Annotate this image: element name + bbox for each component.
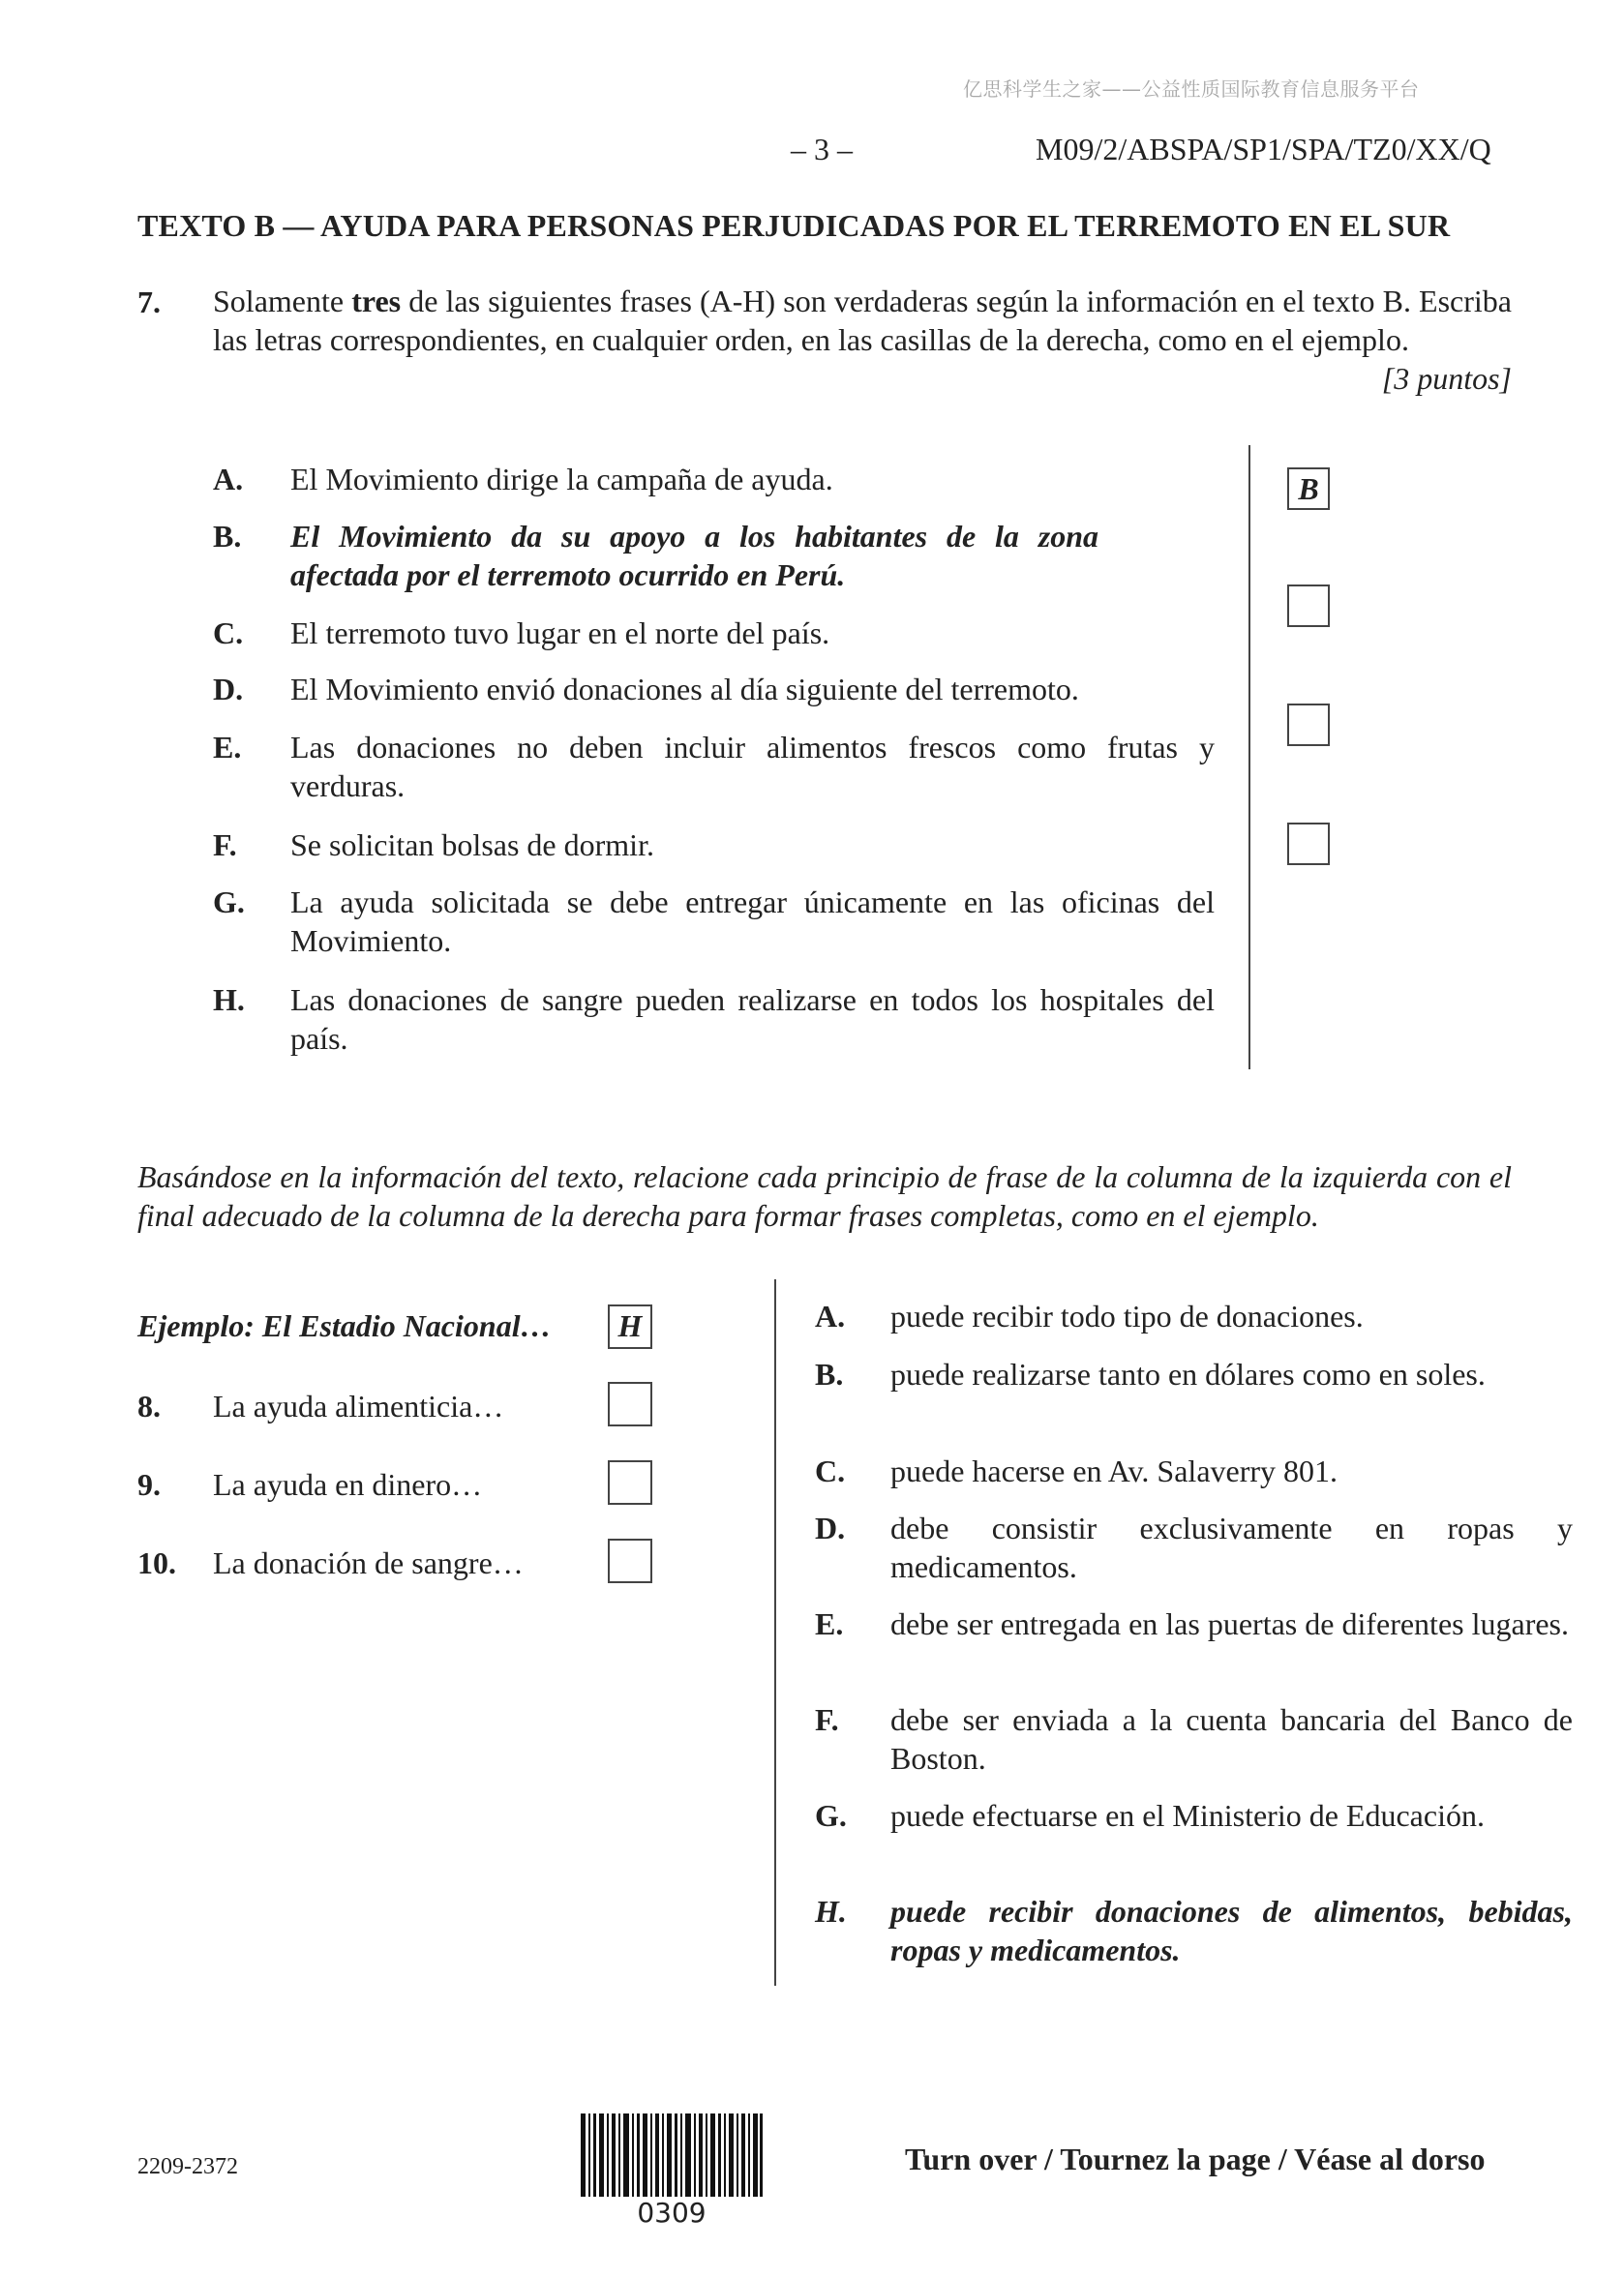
question-text-end: de las siguientes frases (A-H) son verdaderas según la información en el texto B. Escriba las letras correspondientes, en cualquier orden, en las casillas de la derecha, como en el ejemplo. [213,284,1513,357]
ending-letter: C. [815,1454,846,1488]
divider-line [1248,445,1250,1069]
answer-box-example: B [1287,467,1330,510]
answer-box-1[interactable] [1287,584,1330,627]
option-letter: B. [213,519,242,554]
option-text: Las donaciones de sangre pueden realizarse en todos los hospitales del país. [290,982,1215,1056]
stem-number: 9. [137,1467,161,1502]
ending-letter: H. [815,1894,847,1929]
answer-box-2[interactable] [1287,704,1330,746]
ending-text: debe consistir exclusivamente en ropas y medicamentos. [890,1511,1573,1584]
option-text: El Movimiento envió donaciones al día siguiente del terremoto. [290,672,1079,706]
ending-letter: G. [815,1798,847,1833]
answer-box-3[interactable] [1287,823,1330,865]
option-letter: D. [213,672,244,706]
stem-number: 10. [137,1545,176,1580]
option-letter: E. [213,730,242,764]
option-letter: H. [213,982,245,1017]
ending-text: puede realizarse tanto en dólares como en soles. [890,1357,1486,1392]
barcode [581,2113,763,2197]
question-marks: [3 puntos] [1381,361,1512,396]
ending-text: puede hacerse en Av. Salaverry 801. [890,1454,1338,1488]
stem-text: La ayuda en dinero… [213,1467,483,1502]
option-text: Se solicitan bolsas de dormir. [290,827,654,862]
ending-text: debe ser entregada en las puertas de diferentes lugares. [890,1606,1569,1641]
matching-divider-line [774,1279,776,1986]
page-number: – 3 – [791,132,853,166]
question-text-start: Solamente [213,284,352,318]
example-stem-text: Ejemplo: El Estadio Nacional… [137,1308,552,1343]
section-title: TEXTO B — AYUDA PARA PERSONAS PERJUDICADAS POR EL TERREMOTO EN EL SUR [137,208,1451,243]
ending-text: puede recibir donaciones de alimentos, bebidas, ropas y medicamentos. [890,1894,1573,1967]
answer-box-10[interactable] [608,1539,652,1583]
option-text: Las donaciones no deben incluir alimentos frescos como frutas y verduras. [290,730,1215,803]
example-stem [137,1306,552,1345]
turn-over-text: Turn over / Tournez la page / Véase al dorso [905,2142,1486,2176]
option-letter: G. [213,884,245,919]
ending-letter: E. [815,1606,844,1641]
option-text: El Movimiento dirige la campaña de ayuda. [290,462,833,496]
stem-number: 8. [137,1389,161,1424]
footer-code: 2209-2372 [137,2154,238,2179]
question-text [213,282,1512,359]
ending-letter: A. [815,1299,846,1334]
option-text: El Movimiento da su apoyo a los habitantes de la zona afectada por el terremoto ocurrido en Perú. [290,519,1098,592]
option-letter: F. [213,827,237,862]
matching-instruction: Basándose en la información del texto, relacione cada principio de frase de la columna de la izquierda con el final adecuado de la columna de la derecha para formar frases completas, como en el ejemplo. [137,1159,1512,1233]
ending-letter: D. [815,1511,846,1545]
option-letter: C. [213,615,244,650]
option-letter: A. [213,462,244,496]
watermark: 亿思科学生之家——公益性质国际教育信息服务平台 [963,77,1420,101]
ending-letter: F. [815,1702,839,1737]
stem-text: La donación de sangre… [213,1545,524,1580]
answer-box-9[interactable] [608,1460,652,1505]
example-answer-box: H [608,1304,652,1349]
option-text: La ayuda solicitada se debe entregar únicamente en las oficinas del Movimiento. [290,884,1215,958]
paper-code: M09/2/ABSPA/SP1/SPA/TZ0/XX/Q [1036,132,1491,166]
question-number: 7. [137,285,161,319]
ending-text: puede recibir todo tipo de donaciones. [890,1299,1364,1334]
ending-letter: B. [815,1357,844,1392]
ending-text: puede efectuarse en el Ministerio de Educación. [890,1798,1485,1833]
stem-text: La ayuda alimenticia… [213,1389,504,1424]
answer-box-8[interactable] [608,1382,652,1426]
question-text-bold: tres [351,284,402,318]
option-text: El terremoto tuvo lugar en el norte del país. [290,615,830,650]
ending-text: debe ser enviada a la cuenta bancaria del Banco de Boston. [890,1702,1573,1776]
barcode-number: 0309 [637,2197,707,2229]
